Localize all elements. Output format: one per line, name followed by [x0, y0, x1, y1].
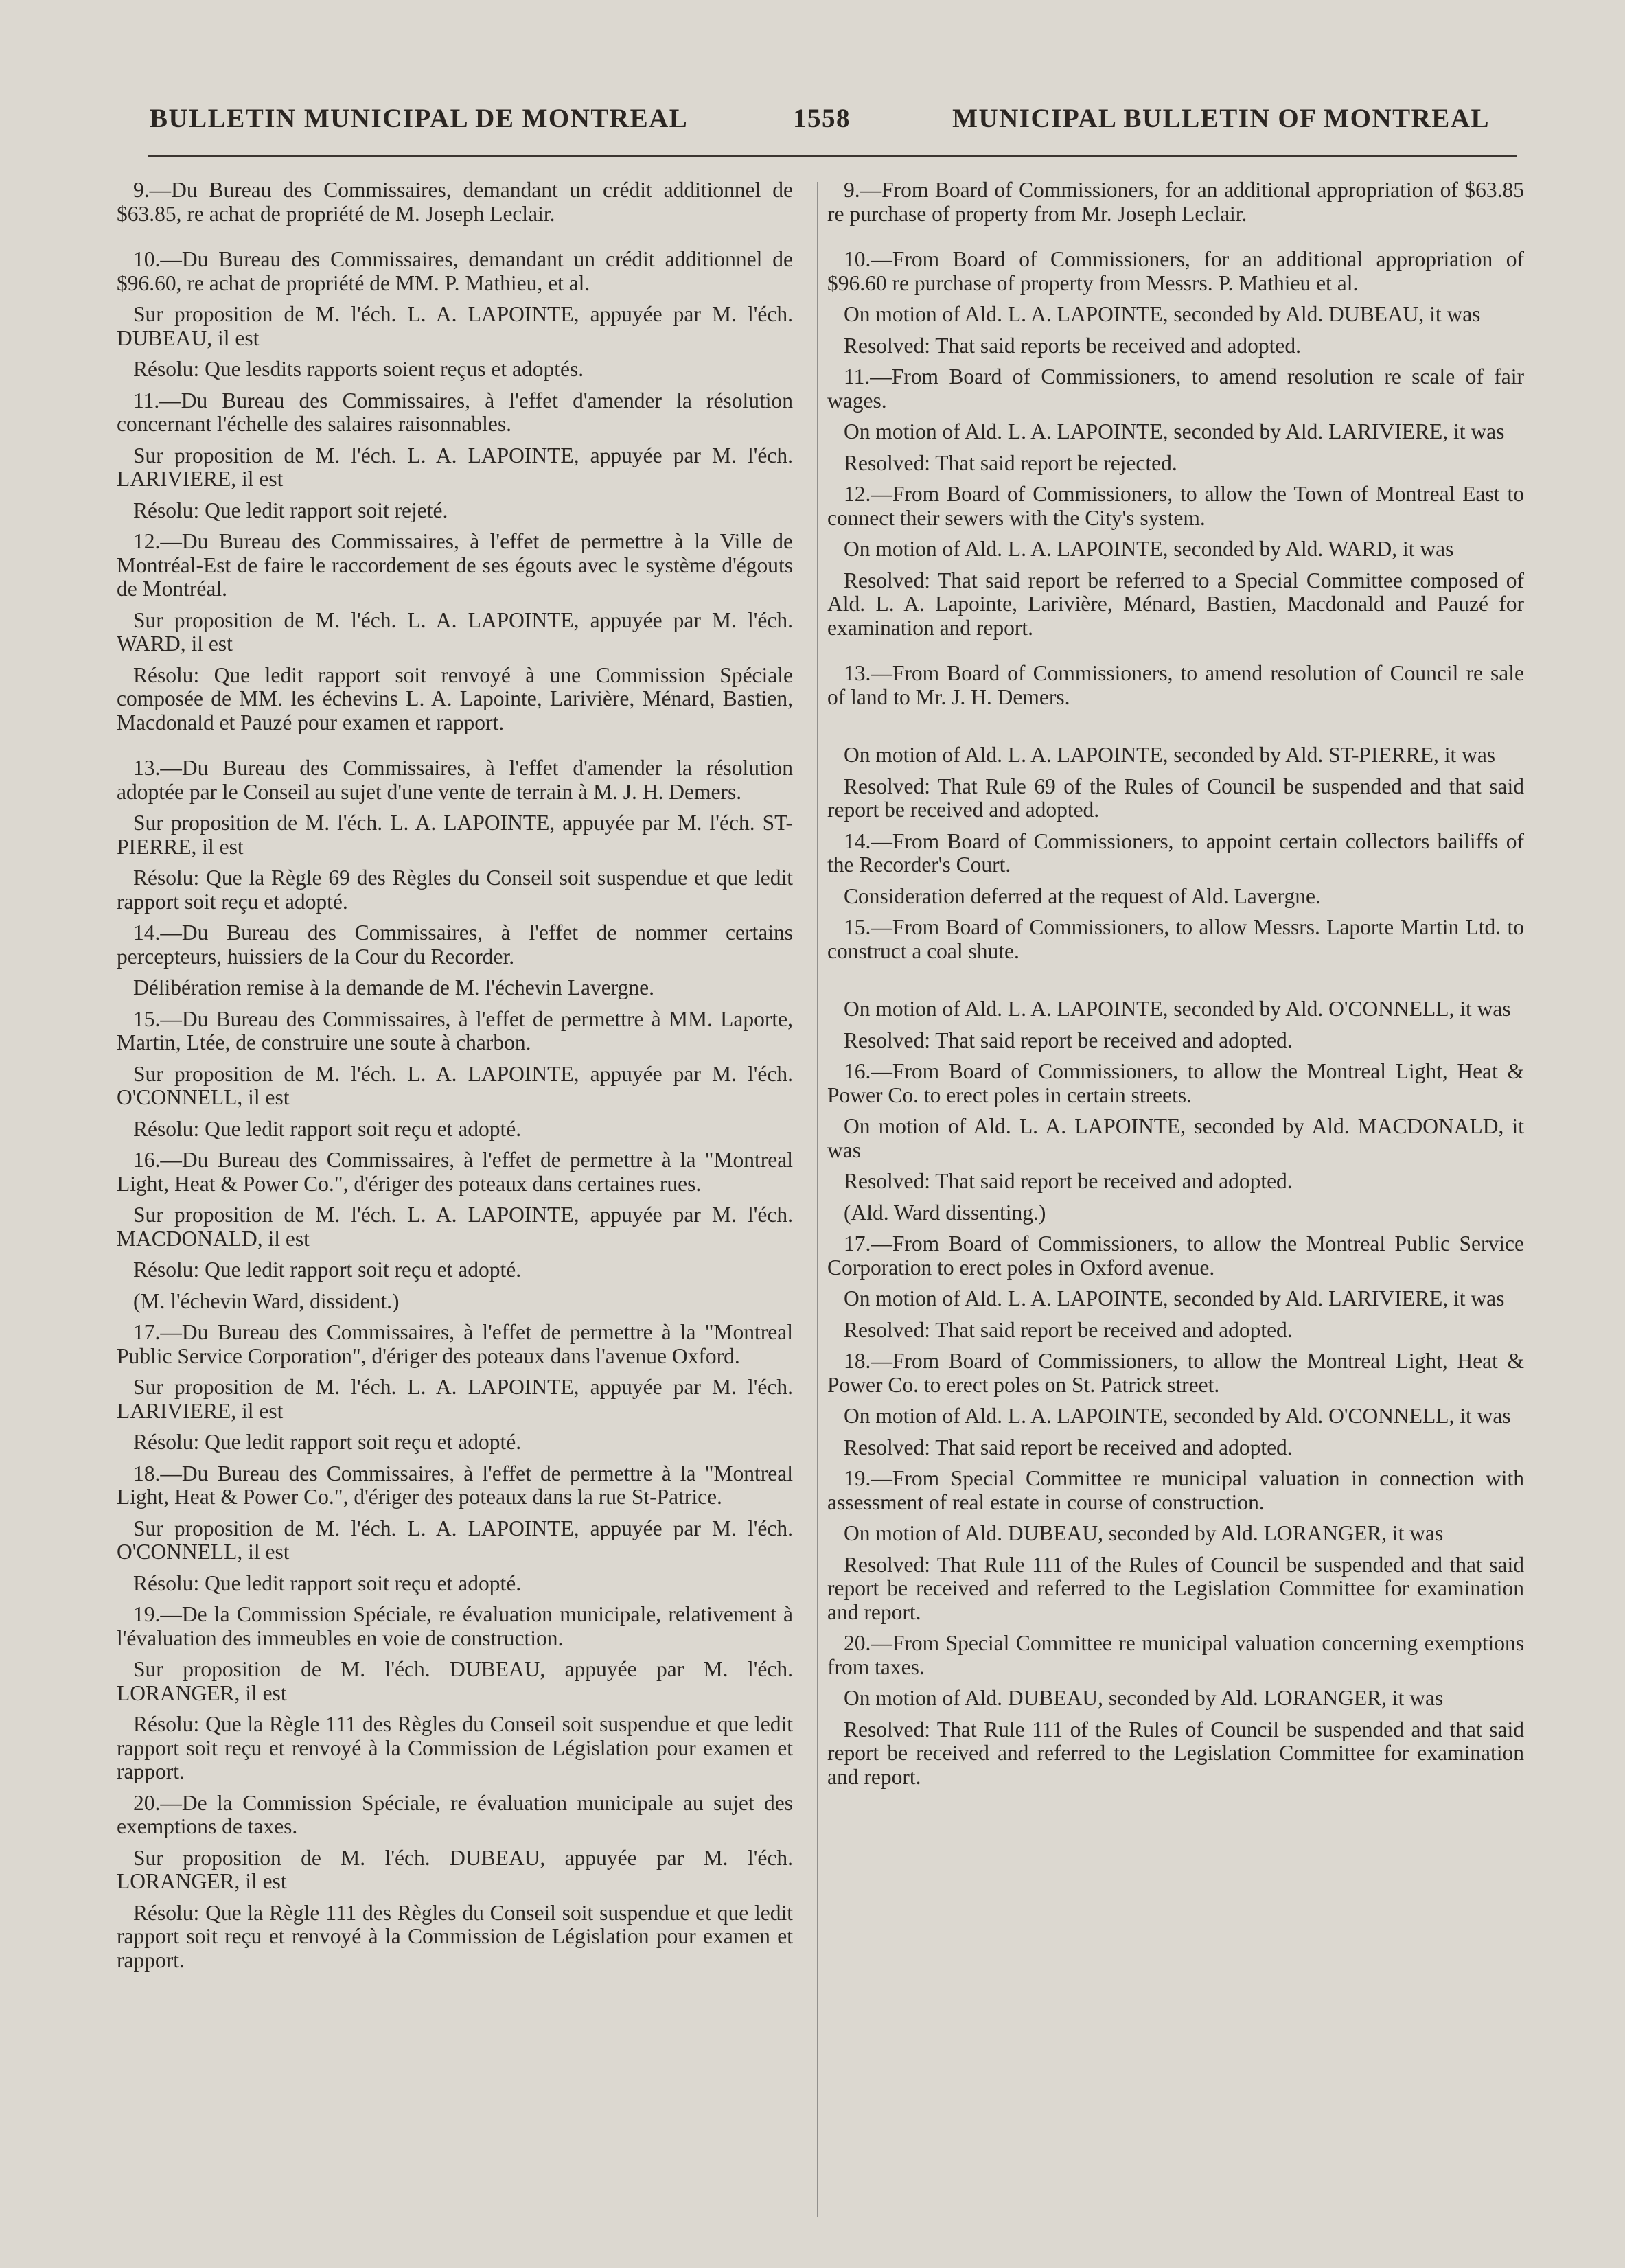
en-item-17: 17.—From Board of Commissioners, to allow the Montreal Public Service Corporation to erect poles in Oxford avenue.: [827, 1231, 1524, 1280]
en-item-19: 19.—From Special Committee re municipal valuation in connection with assessment of real estate in course of construction.: [827, 1466, 1524, 1514]
fr-item-19: 19.—De la Commission Spéciale, re évaluation municipale, relativement à l'évaluation des immeubles en voie de construction.: [117, 1602, 793, 1650]
fr-motion: Sur proposition de M. l'éch. L. A. LAPOINTE, appuyée par M. l'éch. MACDONALD, il est: [117, 1203, 793, 1251]
en-item-11: 11.—From Board of Commissioners, to amend resolution re scale of fair wages.: [827, 364, 1524, 413]
fr-motion: Sur proposition de M. l'éch. L. A. LAPOINTE, appuyée par M. l'éch. LARIVIERE, il est: [117, 443, 793, 491]
fr-motion: Sur proposition de M. l'éch. L. A. LAPOINTE, appuyée par M. l'éch. WARD, il est: [117, 608, 793, 656]
header-english-title: MUNICIPAL BULLETIN OF MONTREAL: [952, 104, 1490, 133]
en-item-14: 14.—From Board of Commissioners, to appoint certain collectors bailiffs of the Recorder's Court.: [827, 829, 1524, 877]
en-motion: On motion of Ald. L. A. LAPOINTE, seconded by Ald. DUBEAU, it was: [844, 302, 1481, 326]
fr-dissent: (M. l'échevin Ward, dissident.): [133, 1288, 400, 1313]
page-number: 1558: [793, 104, 851, 133]
en-motion: On motion of Ald. L. A. LAPOINTE, seconded by Ald. LARIVIERE, it was: [844, 419, 1505, 443]
english-column: [827, 178, 1524, 1796]
fr-resolution: Résolu: Que ledit rapport soit reçu et adopté.: [133, 1116, 522, 1141]
en-resolution: Resolved: That said reports be received and adopted.: [844, 333, 1301, 358]
fr-item-17: 17.—Du Bureau des Commissaires, à l'effet de permettre à la "Montreal Public Service Corporation", d'ériger des poteaux dans l'avenue Oxford.: [117, 1320, 793, 1368]
en-deferral: Consideration deferred at the request of Ald. Lavergne.: [844, 883, 1321, 908]
fr-item-13: 13.—Du Bureau des Commissaires, à l'effet d'amender la résolution adoptée par le Conseil au sujet d'une vente de terrain à M. J. H. Demers.: [117, 756, 793, 804]
fr-item-14: 14.—Du Bureau des Commissaires, à l'effet de nommer certains percepteurs, huissiers de la Cour du Recorder.: [117, 921, 793, 969]
fr-resolution: Résolu: Que la Règle 69 des Règles du Conseil soit suspendue et que ledit rapport soit reçu et adopté.: [117, 866, 793, 914]
en-motion: On motion of Ald. L. A. LAPOINTE, seconded by Ald. O'CONNELL, it was: [844, 1404, 1511, 1428]
fr-motion: Sur proposition de M. l'éch. L. A. LAPOINTE, appuyée par M. l'éch. DUBEAU, il est: [117, 302, 793, 350]
fr-resolution: Résolu: Que lesdits rapports soient reçus et adoptés.: [133, 357, 584, 381]
en-motion: On motion of Ald. L. A. LAPOINTE, seconded by Ald. MACDONALD, it was: [827, 1114, 1524, 1162]
fr-item-10: 10.—Du Bureau des Commissaires, demandant un crédit additionnel de $96.60, re achat de propriété de MM. P. Mathieu, et al.: [117, 247, 793, 295]
header-rule: [148, 155, 1517, 157]
fr-resolution: Résolu: Que la Règle 111 des Règles du Conseil soit suspendue et que ledit rapport soit reçu et renvoyé à la Commission de Législation pour examen et rapport.: [117, 1712, 793, 1783]
en-item-16: 16.—From Board of Commissioners, to allow the Montreal Light, Heat & Power Co. to erect poles in certain streets.: [827, 1059, 1524, 1107]
en-resolution: Resolved: That said report be received and adopted.: [844, 1317, 1293, 1342]
en-motion: On motion of Ald. L. A. LAPOINTE, seconded by Ald. ST-PIERRE, it was: [844, 743, 1496, 767]
fr-motion: Sur proposition de M. l'éch. L. A. LAPOINTE, appuyée par M. l'éch. LARIVIERE, il est: [117, 1375, 793, 1423]
fr-resolution: Résolu: Que ledit rapport soit renvoyé à une Commission Spéciale composée de MM. les échevins L. A. Lapointe, Larivière, Ménard, Bastien, Macdonald et Pauzé pour examen et rapport.: [117, 662, 793, 734]
fr-motion: Sur proposition de M. l'éch. L. A. LAPOINTE, appuyée par M. l'éch. O'CONNELL, il est: [117, 1516, 793, 1564]
en-motion: On motion of Ald. DUBEAU, seconded by Ald. LORANGER, it was: [844, 1686, 1444, 1710]
en-item-10: 10.—From Board of Commissioners, for an additional appropriation of $96.60 re purchase of property from Messrs. P. Mathieu et al.: [827, 247, 1524, 295]
en-item-18: 18.—From Board of Commissioners, to allow the Montreal Light, Heat & Power Co. to erect poles on St. Patrick street.: [827, 1349, 1524, 1397]
fr-item-20: 20.—De la Commission Spéciale, re évaluation municipale au sujet des exemptions de taxes.: [117, 1790, 793, 1838]
fr-motion: Sur proposition de M. l'éch. L. A. LAPOINTE, appuyée par M. l'éch. ST-PIERRE, il est: [117, 811, 793, 859]
en-item-20: 20.—From Special Committee re municipal valuation concerning exemptions from taxes.: [827, 1631, 1524, 1679]
fr-motion: Sur proposition de M. l'éch. L. A. LAPOINTE, appuyée par M. l'éch. O'CONNELL, il est: [117, 1061, 793, 1109]
en-resolution: Resolved: That said report be received and adopted.: [844, 1169, 1293, 1193]
en-dissent: (Ald. Ward dissenting.): [844, 1200, 1046, 1225]
fr-item-12: 12.—Du Bureau des Commissaires, à l'effet de permettre à la Ville de Montréal-Est de faire le raccordement de ses égouts avec le système d'égouts de Montréal.: [117, 529, 793, 601]
en-item-9: 9.—From Board of Commissioners, for an additional appropriation of $63.85 re purchase of property from Mr. Joseph Leclair.: [827, 178, 1524, 226]
fr-resolution: Résolu: Que ledit rapport soit rejeté.: [133, 498, 448, 522]
header-french-title: BULLETIN MUNICIPAL DE MONTREAL: [150, 104, 689, 133]
fr-resolution: Résolu: Que la Règle 111 des Règles du Conseil soit suspendue et que ledit rapport soit reçu et renvoyé à la Commission de Législation pour examen et rapport.: [117, 1900, 793, 1972]
fr-item-9: 9.—Du Bureau des Commissaires, demandant un crédit additionnel de $63.85, re achat de propriété de M. Joseph Leclair.: [117, 178, 793, 226]
en-resolution: Resolved: That said report be rejected.: [844, 450, 1177, 475]
fr-motion: Sur proposition de M. l'éch. DUBEAU, appuyée par M. l'éch. LORANGER, il est: [117, 1657, 793, 1705]
en-resolution: Resolved: That said report be received and adopted.: [844, 1028, 1293, 1052]
en-resolution: Resolved: That Rule 69 of the Rules of Council be suspended and that said report be received and adopted.: [827, 774, 1524, 822]
fr-item-16: 16.—Du Bureau des Commissaires, à l'effet de permettre à la "Montreal Light, Heat & Power Co.", d'ériger des poteaux dans certaines rues.: [117, 1148, 793, 1196]
column-divider: [817, 182, 818, 2217]
fr-resolution: Résolu: Que ledit rapport soit reçu et adopté.: [133, 1430, 522, 1454]
fr-deferral: Délibération remise à la demande de M. l'échevin Lavergne.: [133, 975, 655, 999]
en-motion: On motion of Ald. L. A. LAPOINTE, seconded by Ald. WARD, it was: [844, 537, 1454, 561]
en-motion: On motion of Ald. L. A. LAPOINTE, seconded by Ald. LARIVIERE, it was: [844, 1286, 1505, 1310]
fr-resolution: Résolu: Que ledit rapport soit reçu et adopté.: [133, 1258, 522, 1282]
fr-resolution: Résolu: Que ledit rapport soit reçu et adopté.: [133, 1571, 522, 1595]
en-item-13: 13.—From Board of Commissioners, to amend resolution of Council re sale of land to Mr. J. H. Demers.: [827, 661, 1524, 709]
en-resolution: Resolved: That said report be received and adopted.: [844, 1435, 1293, 1459]
en-item-15: 15.—From Board of Commissioners, to allow Messrs. Laporte Martin Ltd. to construct a coal shute.: [827, 915, 1524, 963]
fr-motion: Sur proposition de M. l'éch. DUBEAU, appuyée par M. l'éch. LORANGER, il est: [117, 1845, 793, 1893]
running-header: [124, 103, 1490, 144]
en-motion: On motion of Ald. L. A. LAPOINTE, seconded by Ald. O'CONNELL, it was: [844, 997, 1511, 1021]
en-motion: On motion of Ald. DUBEAU, seconded by Ald. LORANGER, it was: [844, 1521, 1444, 1545]
french-column: [117, 178, 793, 1980]
en-resolution: Resolved: That Rule 111 of the Rules of Council be suspended and that said report be received and referred to the Legislation Committee for examination and report.: [827, 1717, 1524, 1789]
en-item-12: 12.—From Board of Commissioners, to allow the Town of Montreal East to connect their sewers with the City's system.: [827, 482, 1524, 530]
fr-item-18: 18.—Du Bureau des Commissaires, à l'effet de permettre à la "Montreal Light, Heat & Power Co.", d'ériger des poteaux dans la rue St-Patrice.: [117, 1461, 793, 1509]
fr-item-11: 11.—Du Bureau des Commissaires, à l'effet d'amender la résolution concernant l'échelle des salaires raisonnables.: [117, 388, 793, 436]
en-resolution: Resolved: That said report be referred to a Special Committee composed of Ald. L. A. Lapointe, Larivière, Ménard, Bastien, Macdonald and Pauzé for examination and report.: [827, 568, 1524, 640]
en-resolution: Resolved: That Rule 111 of the Rules of Council be suspended and that said report be received and referred to the Legislation Committee for examination and report.: [827, 1552, 1524, 1624]
fr-item-15: 15.—Du Bureau des Commissaires, à l'effet de permettre à MM. Laporte, Martin, Ltée, de construire une soute à charbon.: [117, 1006, 793, 1054]
